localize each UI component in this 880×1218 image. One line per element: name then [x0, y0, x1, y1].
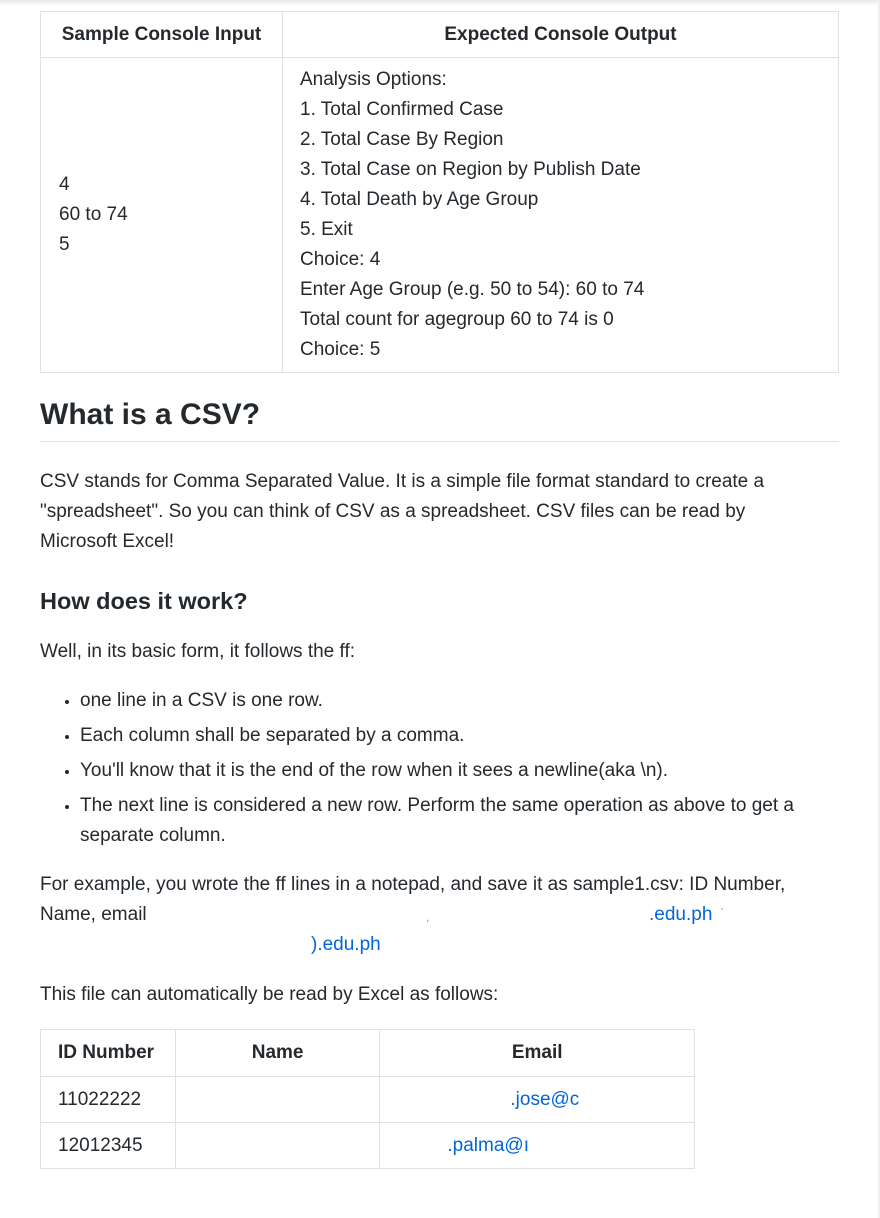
excel-preview-table — [40, 1029, 695, 1169]
example-fragment-comma: , — [426, 910, 430, 924]
console-io-table — [40, 11, 839, 373]
sample-input-cell — [41, 58, 283, 373]
csv-rules-list — [40, 686, 840, 856]
input-line: 60 to 74 — [59, 204, 128, 225]
input-line: 4 — [59, 174, 70, 195]
name-header: Name — [175, 1030, 379, 1077]
output-line: 3. Total Case on Region by Publish Date — [300, 159, 641, 180]
csv-intro-paragraph — [40, 467, 840, 557]
name-cell — [175, 1123, 379, 1169]
output-line: Total count for agegroup 60 to 74 is 0 — [300, 309, 614, 330]
console-table-row — [41, 58, 839, 373]
example-line-2: Name, email — [40, 904, 147, 925]
output-line: Choice: 4 — [300, 249, 381, 270]
table-row — [41, 1123, 695, 1169]
csv-section-title: What is a CSV? — [40, 398, 839, 442]
output-line: Choice: 5 — [300, 339, 381, 360]
excel-header-row — [41, 1030, 695, 1077]
id-cell: 11022222 — [41, 1077, 176, 1123]
csv-intro-line: CSV stands for Comma Separated Value. It is a simple file format standard to create a — [40, 471, 765, 492]
csv-intro-line: "spreadsheet". So you can think of CSV as a spreadsheet. CSV files can be read by — [40, 501, 746, 522]
console-table-header-row — [41, 12, 839, 58]
example-fragment-tick: ` — [720, 906, 724, 920]
input-line: 5 — [59, 234, 70, 255]
sample-input-header: Sample Console Input — [41, 12, 283, 58]
email-cell[interactable]: .jose@c — [380, 1077, 695, 1123]
id-number-header: ID Number — [41, 1030, 176, 1077]
top-cut-strip — [0, 0, 880, 6]
email-header: Email — [380, 1030, 695, 1077]
example-email-link-2[interactable]: ).edu.ph — [311, 934, 381, 955]
expected-output-header: Expected Console Output — [283, 12, 839, 58]
how-lead-text: Well, in its basic form, it follows the ff: — [40, 641, 356, 662]
list-item: • Each column shall be separated by a comma. — [80, 721, 840, 751]
list-item: • The next line is considered a new row. Perform the same operation as above to get a separate column. — [80, 791, 840, 851]
example-line-1: For example, you wrote the ff lines in a notepad, and save it as sample1.csv: ID Number, — [40, 874, 786, 895]
csv-intro-line: Microsoft Excel! — [40, 531, 175, 552]
list-item: • one line in a CSV is one row. — [80, 686, 840, 716]
excel-lead-text: This file can automatically be read by Excel as follows: — [40, 984, 499, 1005]
list-item: • You'll know that it is the end of the row when it sees a newline(aka \n). — [80, 756, 840, 786]
output-line: 5. Exit — [300, 219, 353, 240]
output-line: 4. Total Death by Age Group — [300, 189, 539, 210]
output-line: 1. Total Confirmed Case — [300, 99, 504, 120]
output-line: Analysis Options: — [300, 69, 447, 90]
name-cell — [175, 1077, 379, 1123]
how-section-title: How does it work? — [40, 588, 248, 614]
output-line: Enter Age Group (e.g. 50 to 54): 60 to 74 — [300, 279, 645, 300]
output-line: 2. Total Case By Region — [300, 129, 504, 150]
expected-output-cell — [283, 58, 839, 373]
example-email-link-1[interactable]: .edu.ph — [649, 904, 713, 925]
email-cell[interactable]: .palma@ı — [380, 1123, 695, 1169]
table-row — [41, 1077, 695, 1123]
id-cell: 12012345 — [41, 1123, 176, 1169]
